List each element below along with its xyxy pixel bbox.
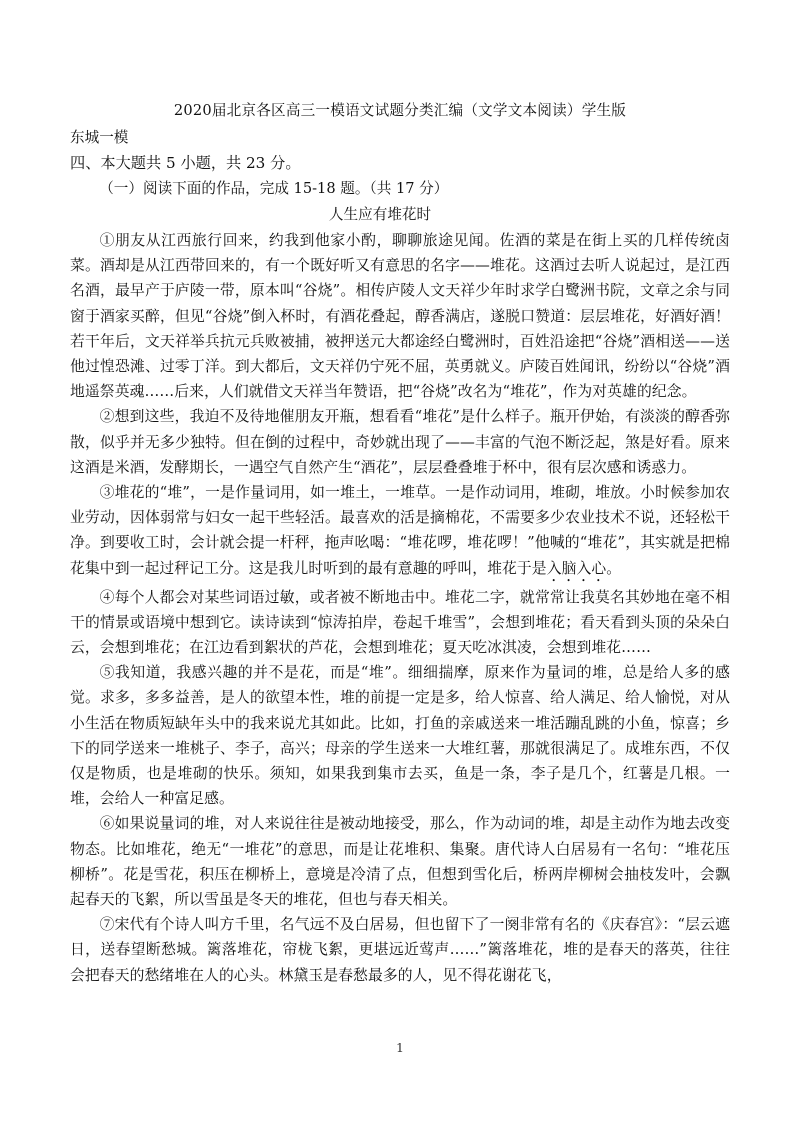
passage-paragraph-7: ⑦宋代有个诗人叫方千里，名气远不及白居易，但也留下了一阕非常有名的《庆春宫》：“层云遮日，送春望断愁城。篱落堆花，帘栊飞絮，更堪远近莺声……”篱落堆花，堆的是春天的落英，往往会把春天的愁绪堆在人的心头。林黛玉是春愁最多的人，见不得花谢花飞，: [70, 916, 730, 984]
exam-section-label: 东城一模: [70, 129, 129, 146]
passage-paragraph-6: ⑥如果说量词的堆，对人来说往往是被动地接受，那么，作为动词的堆，却是主动作为地去改变物态。比如堆花，绝无“一堆花”的意思，而是让花堆积、集聚。唐代诗人白居易有一名句：“堆花压柳桥”。花是雪花，积压在柳桥上，意境是冷清了点，但想到雪化后，桥两岸柳树会抽枝发叶，会飘起春天的飞絮，所以雪虽是冬天的堆花，但也与春天相关。: [70, 815, 730, 909]
page-number: 1: [396, 1040, 404, 1055]
document-body: [70, 98, 730, 988]
paragraph-3-text-after-emphasis: 。: [606, 559, 622, 577]
passage-title: 人生应有堆花时: [328, 206, 432, 223]
sub-question-heading: （一）阅读下面的作品，完成 15-18 题。（共 17 分）: [99, 180, 449, 197]
document-header-title: 2020届北京各区高三一模语文试题分类汇编（文学文本阅读）学生版: [173, 102, 627, 119]
passage-paragraph-1: ①朋友从江西旅行回来，约我到他家小酌，聊聊旅途见闻。佐酒的菜是在街上买的几样传统卤菜。酒却是从江西带回来的，有一个既好听又有意思的名字——堆花。这酒过去听人说起过，是江西名酒，最早产于庐陵一带，原本叫“谷烧”。相传庐陵人文天祥少年时求学白鹭洲书院，文章之余与同窗于酒家买醉，但见“谷烧”倒入杯时，有酒花叠起，醇香满店，遂脱口赞道：层层堆花，好酒好酒！若干年后，文天祥举兵抗元兵败被捕，被押送元大都途经白鹭洲时，百姓沿途把“谷烧”酒相送——送他过惶恐滩、过零丁洋。到大都后，文天祥仍宁死不屈，英勇就义。庐陵百姓闻讯，纷纷以“谷烧”酒地遥祭英魂……后来，人们就借文天祥当年赞语，把“谷烧”改名为“堆花”，作为对英雄的纪念。: [70, 232, 730, 401]
passage-paragraph-5: ⑤我知道，我感兴趣的并不是花，而是“堆”。细细揣摩，原来作为量词的堆，总是给人多的感觉。求多，多多益善，是人的欲望本性，堆的前提一定是多，给人惊喜、给人满足、给人愉悦，对从小生活在物质短缺年头中的我来说尤其如此。比如，打鱼的亲戚送来一堆活蹦乱跳的小鱼，惊喜；乡下的同学送来一堆桃子、李子，高兴；母亲的学生送来一大堆红薯，那就很满足了。成堆东西，不仅仅是物质，也是堆砌的快乐。须知，如果我到集市去买，鱼是一条，李子是几个，红薯是几根。一堆，会给人一种富足感。: [70, 664, 730, 808]
passage-paragraph-4: ④每个人都会对某些词语过敏，或者被不断地击中。堆花二字，就常常让我莫名其妙地在毫不相干的情景或语境中想到它。读诗读到“惊涛拍岸，卷起千堆雪”，会想到堆花；看天看到头顶的朵朵白云，会想到堆花；在江边看到絮状的芦花，会想到堆花；夏天吃冰淇凌，会想到堆花……: [70, 588, 730, 657]
passage-paragraph-3: [70, 480, 730, 585]
passage-paragraph-2: ②想到这些，我迫不及待地催朋友开瓶，想看看“堆花”是什么样子。瓶开伊始，有淡淡的醇香弥散，似乎并无多少独特。但在倒的过程中，奇妙就出现了——丰富的气泡不断泛起，煞是好看。原来这酒是米酒，发酵期长，一遇空气自然产生“酒花”，层层叠叠堆于杯中，很有层次感和诱惑力。: [70, 408, 730, 476]
paragraph-3-text-before-emphasis: ③堆花的“堆”，一是作量词用，如一堆土，一堆草。一是作动词用，堆砌，堆放。小时候参加农业劳动，因体弱常与妇女一起干些轻活。最喜欢的活是摘棉花，不需要多少农业技术不说，还轻松干净。到要收工时，会计就会提一杆秤，拖声吆喝：“堆花啰，堆花啰！”他喊的“堆花”，其实就是把棉花集中到一起过秤记工分。这是我儿时听到的最有意趣的呼叫，堆花于是: [70, 484, 730, 577]
paragraph-3-emphasized-text: 入脑入心: [546, 559, 607, 577]
big-question-heading: 四、本大题共 5 小题，共 23 分。: [70, 154, 301, 172]
